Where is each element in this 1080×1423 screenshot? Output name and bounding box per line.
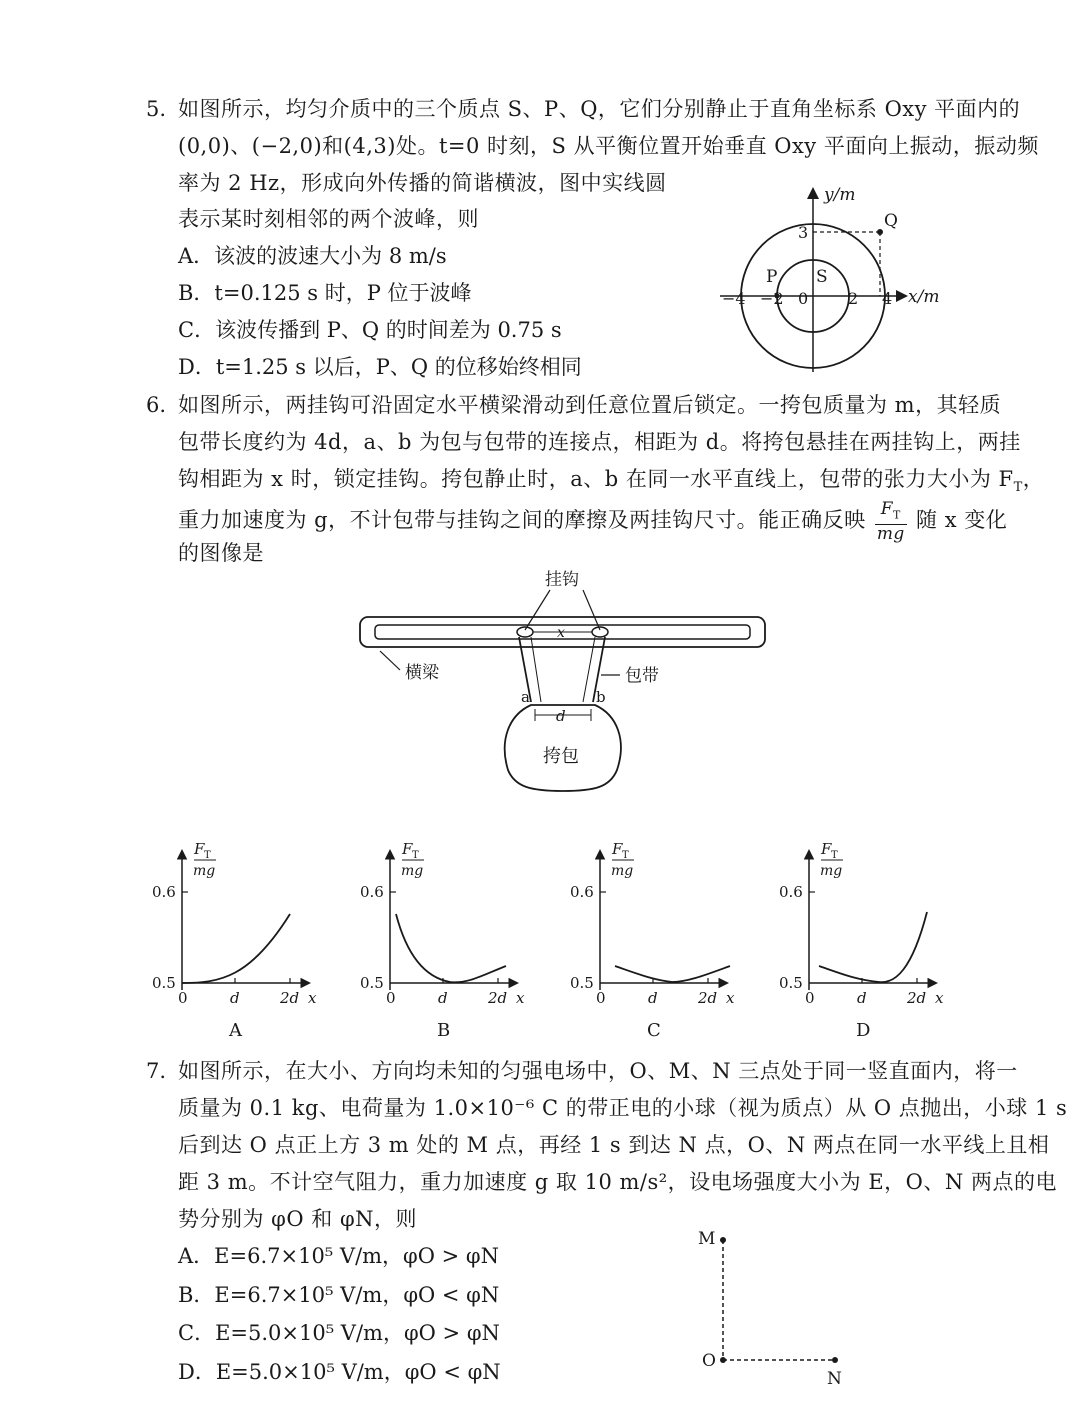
hook-label: 挂钩 [545,570,579,590]
graph-y-label-den: mg [820,863,843,879]
graph-x-label: x [308,989,317,1007]
graph-D [779,840,944,1041]
hook-left [517,627,533,637]
graph-B [360,840,525,1041]
tick-d: d [438,989,448,1007]
graph-y-label-sub: T [412,850,419,861]
q7-line-3: 后到达 O 点正上方 3 m 处的 M 点，再经 1 s 到达 N 点，O、N 两点在同一水平线上且相 [178,1133,1050,1157]
graph-name: A [229,1020,242,1041]
q7-field-figure [690,1220,860,1400]
graph-y-label-den: mg [193,863,216,879]
tick-06: 0.6 [152,883,176,901]
q6-line-4-text: 重力加速度为 g，不计包带与挂钩之间的摩擦及两挂钩尺寸。能正确反映 [178,508,866,533]
curve-A [182,914,290,983]
q6-line-4-tail: 随 x 变化 [916,508,1008,533]
q7-option-d: D．E=5.0×10⁵ V/m，φO < φN [178,1360,501,1384]
graph-name: C [647,1020,661,1041]
tick-d: d [230,989,240,1007]
tick-x-4: 4 [882,289,893,308]
point-q [877,229,883,235]
q7-line-2: 质量为 0.1 kg、电荷量为 1.0×10⁻⁶ C 的带正电的小球（视为质点）从 O 点抛出，小球 1 s [178,1096,1068,1120]
q7-option-c: C．E=5.0×10⁵ V/m，φO > φN [178,1321,500,1345]
q7-line-4: 距 3 m。不计空气阻力，重力加速度 g 取 10 m/s²，设电场强度大小为 E，O、N 两点的电 [178,1170,1057,1194]
q6-line-2: 包带长度约为 4d，a、b 为包与包带的连接点，相距为 d。将挎包悬挂在两挂钩上，两挂 [178,430,1021,454]
q6-bag-figure [355,565,775,795]
q5-line-3: 率为 2 Hz，形成向外传播的简谐横波，图中实线圆 [178,171,667,195]
curve-D [819,912,927,982]
graph-y-label-num: F [194,840,205,858]
label-p: P [766,267,778,287]
q5-line-4: 表示某时刻相邻的两个波峰，则 [178,207,479,231]
tick-2d: 2d [698,989,718,1007]
q6-line-3-sub: T [1013,480,1023,496]
curve-C [615,966,730,982]
tick-0: 0 [805,989,815,1007]
b-label: b [596,688,606,706]
tick-y-3: 3 [798,223,809,242]
tick-06: 0.6 [779,883,803,901]
y-axis-label: y/m [824,185,856,205]
tick-x-neg2: −2 [760,289,784,308]
tick-d: d [648,989,658,1007]
q7-line-5: 势分别为 φO 和 φN，则 [178,1207,418,1231]
q6-number: 6. [146,393,167,417]
q5-option-a: A．该波的波速大小为 8 m/s [178,244,447,268]
frac-num: F [880,499,894,519]
q5-line-2: (0,0)、(−2,0)和(4,3)处。t=0 时刻，S 从平衡位置开始垂直 Oxy 平面向上振动，振动频 [178,134,1039,158]
tick-2d: 2d [280,989,300,1007]
label-o: O [702,1351,716,1371]
frac-num-sub: T [893,508,901,522]
q5-option-c: C．该波传播到 P、Q 的时间差为 0.75 s [178,318,562,342]
q6-line-3-text: 钩相距为 x 时，锁定挂钩。挎包静止时，a、b 在同一水平直线上，包带的张力大小为 F [178,467,1014,491]
strap-label: 包带 [625,666,659,686]
tick-05: 0.5 [779,974,803,992]
point-n [832,1357,838,1363]
point-o [720,1357,726,1363]
q6-line-3 [178,464,1044,503]
tick-05: 0.5 [570,974,594,992]
q5-wave-figure [710,180,970,380]
point-m [720,1237,726,1243]
graph-x-label: x [726,989,735,1007]
q5-option-b: B．t=0.125 s 时，P 位于波峰 [178,281,472,305]
tick-06: 0.6 [570,883,594,901]
ft-over-mg-fraction [875,500,907,543]
graph-y-label-sub: T [622,850,629,861]
x-axis-label: x/m [908,287,940,307]
q7-option-a: A．E=6.7×10⁵ V/m，φO > φN [178,1244,499,1268]
graph-A [152,840,317,1041]
q6-line-3-end: ， [1022,467,1045,491]
label-n: N [827,1369,842,1389]
tick-0: 0 [596,989,606,1007]
tick-06: 0.6 [360,883,384,901]
tick-d: d [857,989,867,1007]
graph-y-label-num: F [821,840,832,858]
d-label: d [556,707,566,725]
graph-y-label-sub: T [831,850,838,861]
tick-05: 0.5 [360,974,384,992]
beam-label: 横梁 [405,663,439,683]
label-origin: 0 [798,289,809,308]
graph-y-label-num: F [612,840,623,858]
graph-y-label-num: F [402,840,413,858]
tick-05: 0.5 [152,974,176,992]
a-label: a [521,688,530,706]
bag-label: 挎包 [543,746,579,767]
graph-name: B [437,1020,451,1041]
graph-name: D [856,1020,871,1041]
q7-option-b: B．E=6.7×10⁵ V/m，φO < φN [178,1283,500,1307]
tick-2d: 2d [488,989,508,1007]
graph-x-label: x [516,989,525,1007]
label-s: S [816,267,828,287]
x-label: x [557,625,565,641]
graph-y-label-den: mg [611,863,634,879]
q7-line-1: 如图所示，在大小、方向均未知的匀强电场中，O、M、N 三点处于同一竖直面内，将一 [178,1059,1018,1083]
tick-0: 0 [178,989,188,1007]
tick-x-neg4: −4 [722,289,746,308]
q5-number: 5. [146,97,167,121]
q5-line-1: 如图所示，均匀介质中的三个质点 S、P、Q，它们分别静止于直角坐标系 Oxy 平面内的 [178,97,1021,121]
tick-x-2: 2 [848,289,859,308]
curve-B [396,914,506,982]
q6-line-1: 如图所示，两挂钩可沿固定水平横梁滑动到任意位置后锁定。一挎包质量为 m，其轻质 [178,393,1002,417]
graph-x-label: x [935,989,944,1007]
frac-den: mg [876,524,905,545]
tick-2d: 2d [907,989,927,1007]
graph-y-label-den: mg [401,863,424,879]
tick-0: 0 [386,989,396,1007]
graph-y-label-sub: T [204,850,211,861]
label-m: M [698,1229,716,1249]
graph-C [570,840,735,1041]
q5-option-d: D．t=1.25 s 以后，P、Q 的位移始终相同 [178,355,582,379]
label-q: Q [884,211,898,231]
q6-line-4 [178,500,1007,543]
q6-graphs [140,830,960,1050]
q6-line-5: 的图像是 [178,541,264,565]
q7-number: 7. [146,1059,167,1083]
